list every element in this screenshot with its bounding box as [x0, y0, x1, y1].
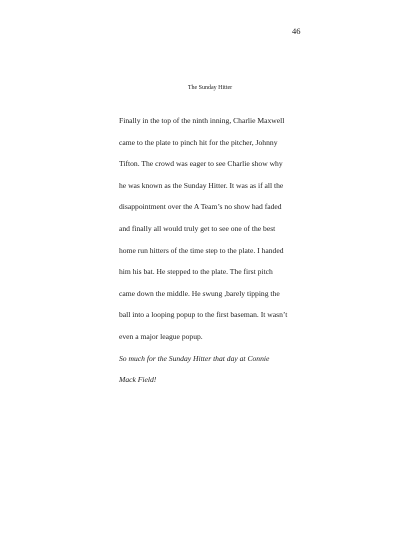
- paragraph-line: he was known as the Sunday Hitter. It was as if all the: [119, 180, 284, 190]
- paragraph-line: him his bat. He stepped to the plate. The first pitch: [119, 267, 273, 277]
- paragraph-line: home run hitters of the time step to the plate. I handed: [119, 245, 284, 255]
- paragraph-line: Tifton. The crowd was eager to see Charlie show why: [119, 159, 283, 169]
- paragraph-line: came down the middle. He swung ,barely tipping the: [119, 288, 280, 298]
- chapter-title: The Sunday Hitter: [187, 85, 233, 91]
- paragraph-line: came to the plate to pinch hit for the pitcher, Johnny: [119, 137, 278, 147]
- paragraph-line: ball into a looping popup to the first baseman. It wasn’t: [119, 310, 288, 320]
- paragraph-line: even a major league popup.: [119, 331, 203, 341]
- body-text: [119, 110, 287, 391]
- page-number: 46: [292, 26, 301, 36]
- closing-line: Mack Field!: [119, 375, 157, 385]
- paragraph-line: and finally all would truly get to see one of the best: [119, 223, 276, 233]
- paragraph-line: Finally in the top of the ninth inning, Charlie Maxwell: [119, 116, 285, 125]
- paragraph-line: disappointment over the A Team’s no show had faded: [119, 202, 282, 212]
- closing-line: So much for the Sunday Hitter that day at Connie: [119, 353, 270, 363]
